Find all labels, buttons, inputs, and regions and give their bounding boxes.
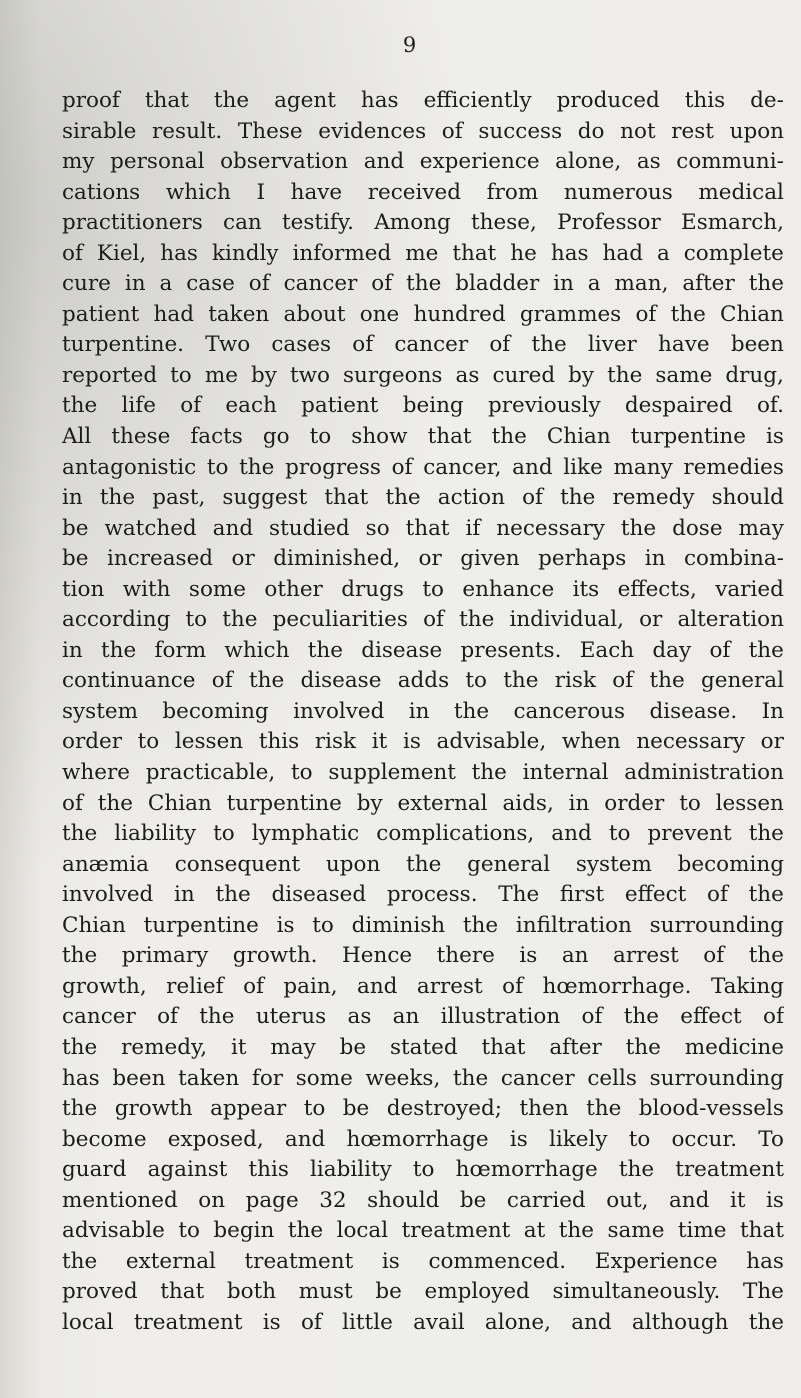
text-line: cancer of the uterus as an illustration of the effect of	[62, 1004, 784, 1030]
text-line: proof that the agent has efficiently produced this de-	[62, 88, 784, 113]
text-line: cure in a case of cancer of the bladder in a man, after the	[62, 271, 784, 297]
text-line: system becoming involved in the cancerous disease. In	[62, 698, 784, 724]
text-line: sirable result. These evidences of success do not rest upon	[62, 118, 784, 144]
text-line: in the form which the disease presents. Each day of the	[62, 637, 784, 663]
text-line: be increased or diminished, or given perhaps in combina-	[62, 546, 784, 572]
text-line: in the past, suggest that the action of the remedy should	[62, 485, 784, 511]
text-line: where practicable, to supplement the internal administration	[62, 760, 784, 786]
text-line: of Kiel, has kindly informed me that he has had a complete	[62, 240, 784, 266]
text-line: the external treatment is commenced. Experience has	[62, 1248, 784, 1274]
text-line: cations which I have received from numerous medical	[62, 179, 784, 205]
text-line: involved in the diseased process. The first effect of the	[62, 882, 784, 908]
text-line: anæmia consequent upon the general system becoming	[62, 851, 784, 877]
text-line: Chian turpentine is to diminish the infiltration surrounding	[62, 912, 784, 938]
text-line: tion with some other drugs to enhance its effects, varied	[62, 576, 784, 602]
text-line: become exposed, and hœmorrhage is likely to occur. To	[62, 1126, 784, 1152]
text-line: continuance of the disease adds to the risk of the general	[62, 668, 784, 694]
text-line: antagonistic to the progress of cancer, and like many remedies	[62, 454, 784, 480]
text-line: mentioned on page 32 should be carried out, and it is	[62, 1187, 784, 1213]
text-line: the life of each patient being previously despaired of.	[62, 393, 784, 419]
text-line: be watched and studied so that if necessary the dose may	[62, 515, 784, 541]
body-text	[62, 86, 784, 1338]
text-line: according to the peculiarities of the individual, or alteration	[62, 607, 784, 633]
text-line: practitioners can testify. Among these, Professor Esmarch,	[62, 210, 784, 236]
text-line: All these facts go to show that the Chian turpentine is	[62, 424, 784, 450]
text-line: order to lessen this risk it is advisable, when necessary or	[62, 729, 784, 755]
text-line: growth, relief of pain, and arrest of hœmorrhage. Taking	[62, 973, 784, 999]
text-line: turpentine. Two cases of cancer of the liver have been	[62, 332, 784, 358]
text-line: the growth appear to be destroyed; then the blood-vessels	[62, 1096, 784, 1122]
text-line: local treatment is of little avail alone, and although the	[62, 1309, 784, 1335]
text-line: guard against this liability to hœmorrhage the treatment	[62, 1157, 784, 1183]
text-line: my personal observation and experience alone, as communi-	[62, 149, 784, 175]
text-line: reported to me by two surgeons as cured by the same drug,	[62, 362, 784, 388]
text-line: the remedy, it may be stated that after the medicine	[62, 1034, 784, 1060]
text-line: of the Chian turpentine by external aids, in order to lessen	[62, 790, 784, 816]
text-line: the liability to lymphatic complications, and to prevent the	[62, 821, 784, 847]
text-line: advisable to begin the local treatment at the same time that	[62, 1218, 784, 1244]
text-line: the primary growth. Hence there is an arrest of the	[62, 943, 784, 969]
text-line: has been taken for some weeks, the cancer cells surrounding	[62, 1065, 784, 1091]
text-line: proved that both must be employed simultaneously. The	[62, 1279, 784, 1305]
text-line: patient had taken about one hundred grammes of the Chian	[62, 301, 784, 327]
page-number: 9	[402, 33, 417, 57]
